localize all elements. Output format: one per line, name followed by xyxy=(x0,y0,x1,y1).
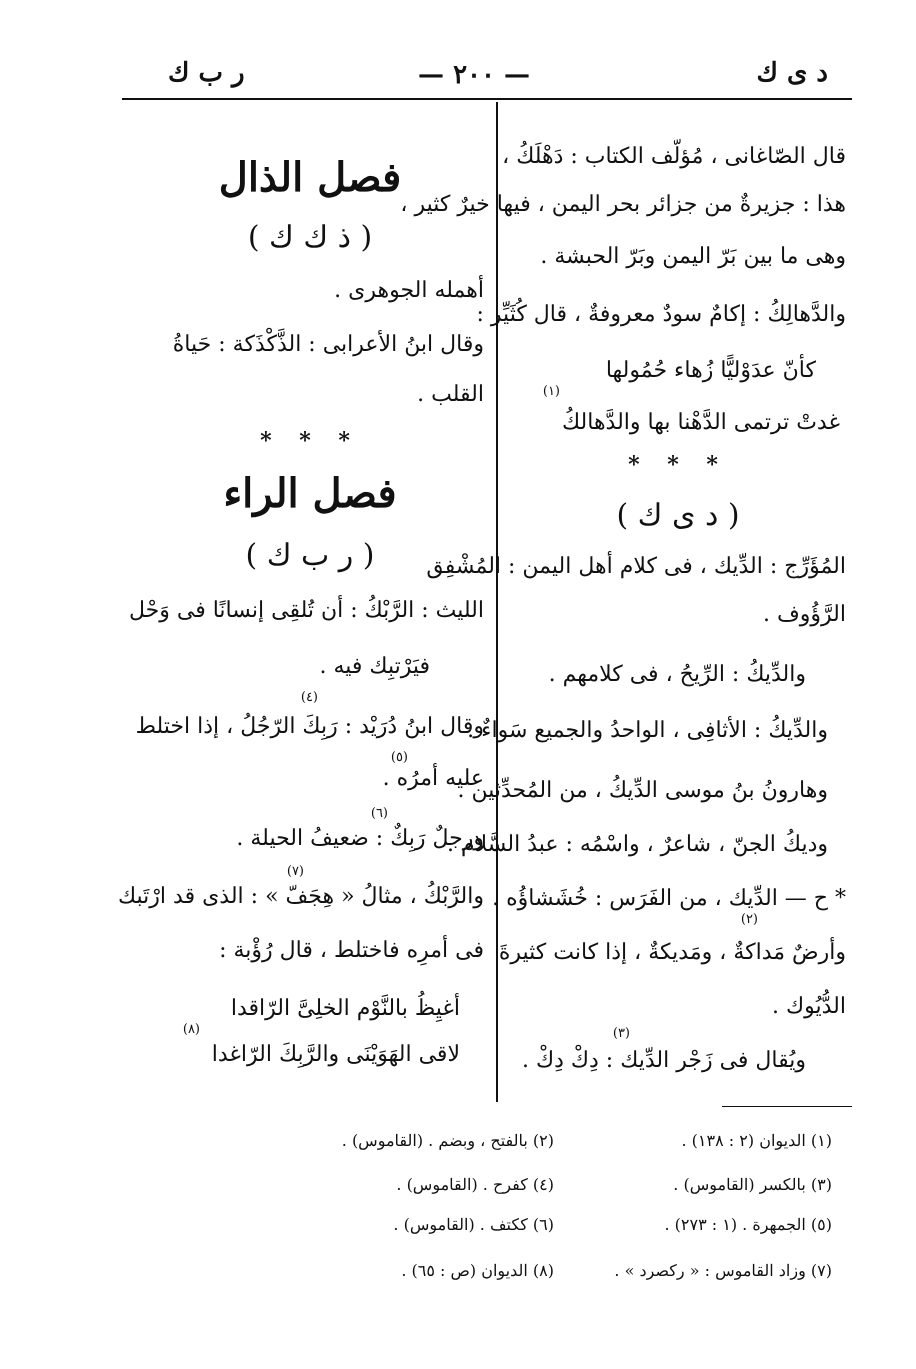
footnote-marker: (٧) xyxy=(286,864,304,879)
text-line: فيَرْتبِك فيه . xyxy=(319,654,430,679)
text-line: * ح — الدِّيك ، من الفَرَس : خُشَشاؤُه . xyxy=(492,886,846,911)
text-line: الدُّيُوك . xyxy=(772,994,846,1019)
footnote-rule xyxy=(722,1106,852,1107)
footnote-marker: (٢) xyxy=(740,912,758,927)
text-line: القلب . xyxy=(417,382,484,407)
poem-verse: كأنّ عدَوْليًّا زُهاء حُمُولها xyxy=(605,358,816,383)
text-line: وقال ابنُ دُرَيْد : رَبِكَ الرّجُلُ ، إذا اختلط xyxy=(135,714,484,739)
footnote-marker: (٥) xyxy=(390,750,408,765)
column-divider xyxy=(496,102,498,1102)
text-line: ويُقال فى زَجْر الدِّيك : دِكْ دِكْ . xyxy=(521,1048,806,1073)
footnote: (٤) كفرح . (القاموس) . xyxy=(396,1175,554,1194)
footnote-marker: (٦) xyxy=(370,806,388,821)
text-line: عليه أمرُه . xyxy=(382,766,484,791)
text-line: أهمله الجوهرى . xyxy=(334,278,484,303)
header-root-left: ر ب ك xyxy=(168,58,245,88)
text-line: والدِّيكُ : الأثافِى ، الواحدُ والجميع سَواءٌ . xyxy=(467,718,828,743)
footnote: (٧) وزاد القاموس : « ركصرد » . xyxy=(614,1261,832,1280)
poem-verse: لاقى الهَوَيْنَى والرَّبِكَ الرّاغدا xyxy=(211,1042,460,1067)
section-title: فصل الراء xyxy=(223,470,397,517)
footnote: (٣) بالكسر (القاموس) . xyxy=(673,1175,832,1194)
text-line: والرَّبْكُ ، مثالُ « هِجَفّ » : الذى قد ارْتَبك xyxy=(118,884,484,909)
left-column xyxy=(118,130,484,1100)
poem-verse: أغيِظُ بالنَّوْم الخلِىَّ الرّاقدا xyxy=(230,996,460,1021)
text-line: هذا : جزيرةٌ من جزائر بحر اليمن ، فيها خيرٌ كثير ، xyxy=(400,192,846,217)
root-heading: ( ذ ك ك ) xyxy=(247,220,373,255)
poem-verse: غدتْ ترتمى الدَّهْنا بها والدَّهالكُ xyxy=(562,410,840,435)
section-stars: * * * xyxy=(628,452,728,478)
text-line: وأرضٌ مَداكةٌ ، ومَديكةٌ ، إذا كانت كثيرةَ xyxy=(498,940,846,965)
footnote-marker: (٤) xyxy=(300,690,318,705)
page-number: — ٢٠٠ — xyxy=(418,60,531,90)
footnote: (٨) الديوان (ص : ٦٥) . xyxy=(401,1261,554,1280)
text-line: الرَّؤُوف . xyxy=(763,602,846,627)
footnote: (٢) بالفتح ، وبضم . (القاموس) . xyxy=(341,1131,554,1150)
footnote: (٦) ككتف . (القاموس) . xyxy=(393,1215,554,1234)
footnote-marker: (١) xyxy=(542,384,560,399)
root-heading: ( ر ب ك ) xyxy=(245,538,375,573)
section-title: فصل الذال xyxy=(218,154,402,201)
text-line: وقال ابنُ الأعرابى : الذَّكْذَكة : حَياةُ xyxy=(172,332,484,357)
text-line: وهى ما بين بَرّ اليمن وبَرّ الحبشة . xyxy=(540,244,846,269)
footnote-marker: (٣) xyxy=(612,1026,630,1041)
text-line: وديكُ الجنّ ، شاعرٌ ، واسْمُه : عبدُ السَّلام . xyxy=(447,832,828,857)
text-line: والدَّهالِكُ : إكامٌ سودٌ معروفةٌ ، قال كُثَيِّر : xyxy=(476,302,846,327)
footnote-marker: (٨) xyxy=(182,1022,200,1037)
footnote: (١) الديوان (٢ : ١٣٨) . xyxy=(681,1131,832,1150)
footnote: (٥) الجمهرة . (١ : ٢٧٣) . xyxy=(664,1215,832,1234)
header-root-right: د ى ك xyxy=(756,58,828,88)
text-line: الليث : الرَّبْكُ : أن تُلقِى إنسانًا فى وَحْل xyxy=(129,598,484,623)
root-heading: ( د ى ك ) xyxy=(616,498,740,533)
text-line: فى أمرِه فاختلط ، قال رُؤْبة : xyxy=(219,938,484,963)
header-rule xyxy=(122,98,852,100)
text-line: المُؤَرِّج : الدِّيك ، فى كلام أهل اليمن : المُشْفِق xyxy=(426,554,846,579)
text-line: والدِّيكُ : الرِّيحُ ، فى كلامهم . xyxy=(548,662,806,687)
text-line: ورجلٌ رَبِكٌ : ضعيفُ الحيلة . xyxy=(236,826,484,851)
section-stars: * * * xyxy=(260,428,360,454)
text-line: قال الصّاغانى ، مُؤلّف الكتاب : دَهْلَكُ ، xyxy=(502,144,846,169)
text-line: وهارونُ بنُ موسى الدِّيكُ ، من المُحدِّثين . xyxy=(457,778,828,803)
